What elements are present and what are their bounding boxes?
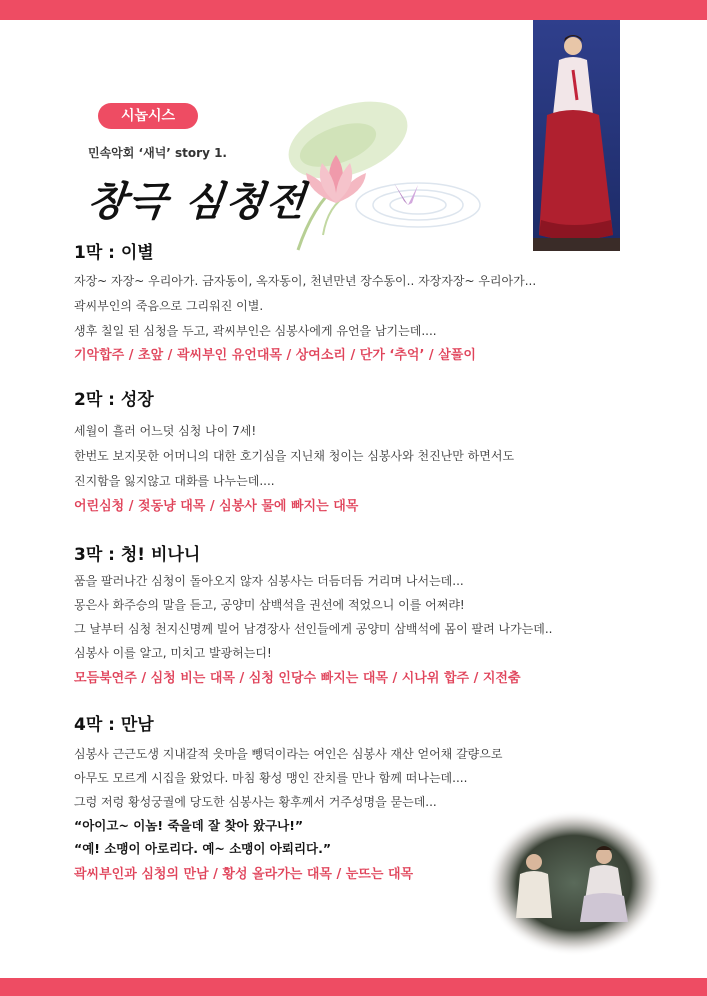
- act-4-quote: “아이고~ 이놈! 죽을데 잘 찾아 왔구나!”: [74, 818, 304, 833]
- act-3-highlight: 모듬북연주 / 심청 비는 대목 / 심청 인당수 빠지는 대목 / 시나위 합주 / 지전춤: [74, 671, 521, 686]
- act-4-quote: “예! 소맹이 아로리다. 예~ 소맹이 아뢰리다.”: [74, 841, 332, 856]
- act-1-line: 자장~ 자장~ 우리아가. 금자동이, 옥자동이, 천년만년 장수동이.. 자장자장~ 우리아가...: [74, 274, 537, 288]
- act-3-line: 심봉사 이를 알고, 미치고 발광허는디!: [74, 646, 272, 660]
- stage-scene-photo: [486, 810, 662, 956]
- act-4-line: 심봉사 근근도생 지내갈적 읏마을 뺑덕이라는 여인은 심봉사 재산 얻어채 갈량으로: [74, 747, 503, 761]
- butterfly-icon: [394, 183, 418, 205]
- synopsis-badge: 시놉시스: [98, 103, 198, 129]
- act-3-line: 품을 팔러나간 심청이 돌아오지 않자 심봉사는 더듬더듬 거리며 나서는데...: [74, 574, 464, 588]
- act-2-highlight: 어린심청 / 젖동냥 대목 / 심봉사 물에 빠지는 대목: [74, 499, 359, 514]
- act-1-line: 생후 칠일 된 심청을 두고, 곽씨부인은 심봉사에게 유언을 남기는데....: [74, 324, 437, 338]
- act-4-line: 아무도 모르게 시집을 왔었다. 마침 황성 맹인 잔치를 만나 함께 떠나는데....: [74, 771, 468, 785]
- act-4-title: 4막 : 만남: [74, 715, 154, 735]
- performer-photo: [533, 20, 620, 251]
- act-2-title: 2막 : 성장: [74, 390, 154, 410]
- act-3-title: 3막 : 청! 비나니: [74, 545, 201, 565]
- act-2-line: 진지함을 잃지않고 대화를 나누는데....: [74, 474, 275, 488]
- act-3-line: 그 날부터 심청 천지신명께 빌어 남경장사 선인들에게 공양미 삼백석에 몸이 팔려 나가는데..: [74, 622, 553, 636]
- story-subtitle: 민속악회 ‘새넉’ story 1.: [88, 146, 227, 160]
- act-4-line: 그렁 저렁 황성궁궐에 당도한 심봉사는 황후께서 거주성명을 묻는데...: [74, 795, 437, 809]
- act-2-line: 한번도 보지못한 어머니의 대한 호기심을 지닌채 청이는 심봉사와 천진난만 하면서도: [74, 449, 515, 463]
- act-1-title: 1막 : 이별: [74, 243, 154, 263]
- page-title: 창극 심청전: [85, 178, 310, 225]
- bottom-accent-bar: [0, 978, 707, 996]
- act-2-line: 세월이 흘러 어느덧 심청 나이 7세!: [74, 424, 257, 438]
- act-1-highlight: 기악합주 / 초앞 / 곽씨부인 유언대목 / 상여소리 / 단가 ‘추억’ / 살풀이: [74, 348, 476, 363]
- act-4-highlight: 곽씨부인과 심청의 만남 / 황성 올라가는 대목 / 눈뜨는 대목: [74, 867, 414, 882]
- act-1-line: 곽씨부인의 죽음으로 그리워진 이별.: [74, 299, 264, 313]
- act-3-line: 몽은사 화주승의 말을 듣고, 공양미 삼백석을 권선에 적었으니 이를 어쩌랴!: [74, 598, 465, 612]
- top-accent-bar: [0, 0, 707, 20]
